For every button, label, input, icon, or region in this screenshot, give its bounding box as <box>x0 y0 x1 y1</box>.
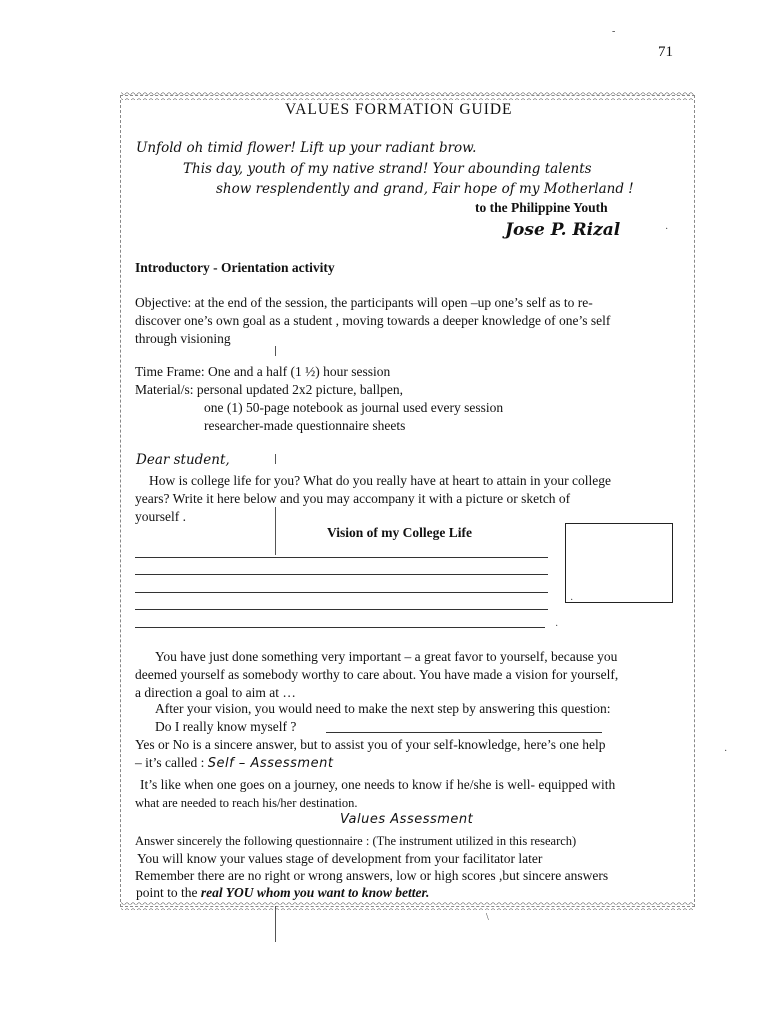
question-line-1: How is college life for you? What do you really have at heart to attain in your college <box>149 473 611 488</box>
scan-mark <box>275 454 276 464</box>
instructions-line-2: You will know your values stage of development from your facilitator later <box>137 851 543 866</box>
intro-heading: Introductory - Orientation activity <box>135 260 335 275</box>
paragraph3-line-1: Yes or No is a sincere answer, but to assist you of your self-knowledge, here’s one help <box>135 737 606 752</box>
paragraph3-line-2 <box>135 754 333 773</box>
page-title: VALUES FORMATION GUIDE <box>285 101 513 118</box>
paragraph2-line-1: After your vision, you would need to make the next step by answering this question: <box>155 701 611 716</box>
scan-speck: · <box>665 224 669 235</box>
poem-dedication: to the Philippine Youth <box>475 200 608 215</box>
vision-write-line[interactable] <box>135 592 548 593</box>
instructions-emphasis: real YOU whom you want to know better. <box>200 885 430 900</box>
scan-speck: · <box>555 621 559 632</box>
picture-sketch-box[interactable] <box>565 523 673 603</box>
poem-line-3: show resplendently and grand, Fair hope of my Motherland ! <box>216 181 634 197</box>
paragraph3-prefix: – it’s called : <box>135 755 205 770</box>
self-knowledge-answer-line[interactable] <box>326 732 602 733</box>
poem-line-2: This day, youth of my native strand! Your abounding talents <box>183 161 592 177</box>
instructions-line-1: Answer sincerely the following questionnaire : (The instrument utilized in this research) <box>135 834 577 848</box>
objective-line-2: discover one’s own goal as a student , moving towards a deeper knowledge of one’s self <box>135 313 611 328</box>
instructions-line-4 <box>136 884 429 902</box>
scan-speck: · <box>570 595 574 606</box>
vision-title: Vision of my College Life <box>327 525 472 540</box>
scan-speck: · <box>724 746 728 757</box>
question-line-3: yourself . <box>135 509 186 524</box>
instructions-line-3: Remember there are no right or wrong answers, low or high scores ,but sincere answers <box>135 868 609 883</box>
vision-write-line[interactable] <box>135 627 545 628</box>
time-frame: Time Frame: One and a half (1 ½) hour session <box>135 364 391 379</box>
vision-write-line[interactable] <box>135 557 548 558</box>
values-assessment-heading: Values Assessment <box>340 812 474 827</box>
objective-line-3: through visioning <box>135 331 231 346</box>
scan-mark <box>275 906 276 942</box>
materials-line-3: researcher-made questionnaire sheets <box>204 418 406 433</box>
greeting: Dear student, <box>136 452 230 468</box>
vision-write-line[interactable] <box>135 574 548 575</box>
paragraph2-line-2: Do I really know myself ? <box>155 719 297 734</box>
materials-line-2: one (1) 50-page notebook as journal used every session <box>204 400 504 415</box>
poem-line-1: Unfold oh timid flower! Lift up your radiant brow. <box>136 140 477 156</box>
objective-line-1: Objective: at the end of the session, the participants will open –up one’s self as to re- <box>135 295 593 310</box>
self-assessment-handwritten: Self – Assessment <box>207 756 334 771</box>
frame-wave-bottom <box>121 902 694 910</box>
frame-wave-top <box>121 92 694 100</box>
paragraph1-line-1: You have just done something very important – a great favor to yourself, because you <box>155 649 618 664</box>
paragraph4-line-2: what are needed to reach his/her destination. <box>135 796 358 810</box>
scan-mark <box>275 507 276 555</box>
vision-write-line[interactable] <box>135 609 548 610</box>
objective-paragraph <box>135 294 690 348</box>
poem-author-signature: Jose P. Rizal <box>505 220 621 240</box>
question-line-2: years? Write it here below and you may accompany it with a picture or sketch of <box>135 491 571 506</box>
materials-line-1: Material/s: personal updated 2x2 picture, ballpen, <box>135 382 404 397</box>
instructions-line-4-prefix: point to the <box>136 885 198 900</box>
scan-speck: - <box>612 26 616 37</box>
page-number: 71 <box>658 44 673 60</box>
scan-speck: \ <box>486 912 489 923</box>
scan-mark <box>275 346 276 356</box>
paragraph1-line-3: a direction a goal to aim at … <box>135 685 296 700</box>
paragraph1-line-2: deemed yourself as somebody worthy to care about. You have made a vision for yourself, <box>135 667 619 682</box>
paragraph4-line-1: It’s like when one goes on a journey, one needs to know if he/she is well- equipped with <box>140 777 616 792</box>
